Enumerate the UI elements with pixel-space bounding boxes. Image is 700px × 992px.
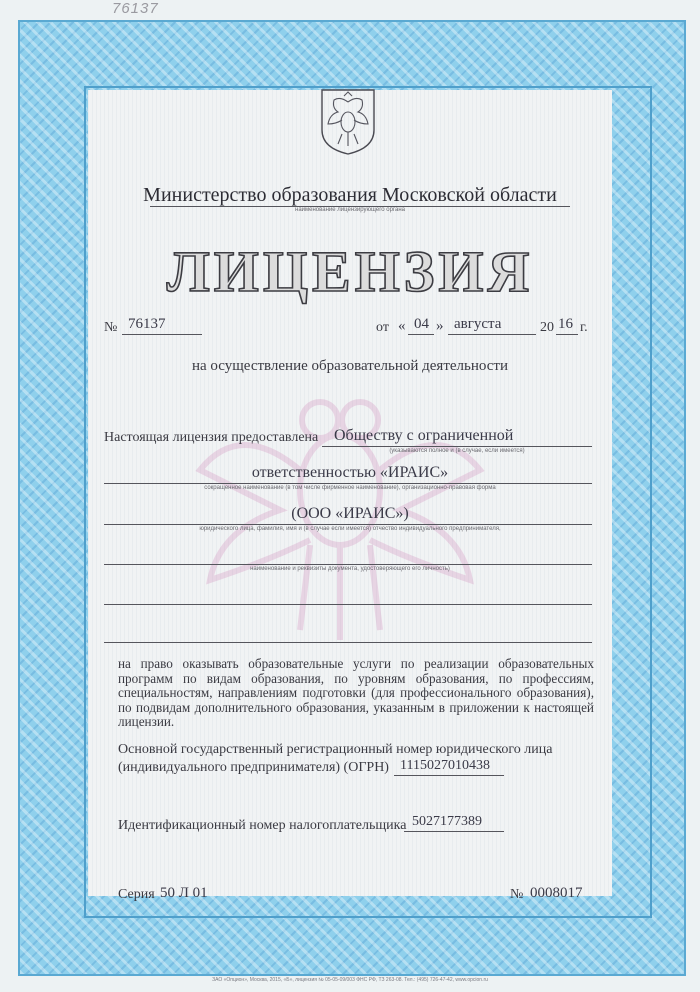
holder-underline-1 [322,446,592,447]
date-day: 04 [414,316,429,332]
holder-line-2: ответственностью «ИРАИС» [251,464,449,481]
ministry-name: Министерство образования Московской области [143,184,557,206]
holder-hint-2: сокращенное наименование (в том числе фирменное наименование), организационно-правовая форма [204,485,496,491]
date-from-label: от [376,320,389,335]
blank-number-value: 0008017 [530,885,583,901]
holder-line-1: Обществу с ограниченной [334,427,514,444]
year-underline [556,334,578,335]
day-underline [408,334,434,335]
handwritten-number: 76137 [112,0,159,17]
coat-of-arms-icon [318,86,378,156]
series-label: Серия [118,887,155,902]
year-prefix: 20 [540,320,554,335]
blank-underline-2 [104,604,592,605]
ogrn-underline [394,775,504,776]
inn-value: 5027177389 [412,814,482,829]
inn-label: Идентификационный номер налогоплательщика [118,818,407,833]
ogrn-label-1: Основной государственный регистрационный номер юридического лица [118,742,553,757]
ministry-hint: наименование лицензирующего органа [295,207,405,213]
printer-footer: ЗАО «Опцион», Москва, 2015, «Б», лицензия № 05-05-09/003 ФНС РФ, ТЗ 263-08. Тел.: (495) 726-47-42, www.opcion.ru [212,977,488,983]
year-unit: г. [580,320,588,335]
license-number: 76137 [128,316,166,332]
holder-hint-1: (указываются полное и (в случае, если имеется) [389,448,525,454]
inn-underline [404,831,504,832]
number-label: № [104,320,118,335]
blank-underline-1 [104,564,592,565]
year-suffix: 16 [558,316,573,332]
holder-underline-3 [104,524,592,525]
blank-number-label: № [510,887,524,902]
date-open-quote: « [398,318,406,334]
rights-paragraph: на право оказывать образовательные услуги по реализации образовательных программ по видам образования, по уровням образования, по профессиям, специальностям, направлениям подготовки (для профессионального образования), по подвидам дополнительного образования, указанным в приложении к настоящей лицензии. [118,656,594,729]
ogrn-label-2: (индивидуального предпринимателя) (ОГРН) [118,760,389,775]
holder-line-3: (ООО «ИРАИС») [291,505,409,522]
document-title: ЛИЦЕНЗИЯ [166,239,534,304]
license-purpose: на осуществление образовательной деятельности [191,358,509,374]
holder-hint-4: наименование и реквизиты документа, удостоверяющего его личность) [250,566,450,572]
date-month: августа [454,316,502,332]
month-underline [448,334,536,335]
blank-underline-3 [104,642,592,643]
date-close-quote: » [436,318,444,334]
holder-underline-2 [104,483,592,484]
ogrn-value: 1115027010438 [400,758,490,773]
holder-hint-3: юридического лица, фамилия, имя и (в случае если имеется) отчество индивидуального предпринимателя, [199,526,501,532]
number-underline [122,334,202,335]
granted-label: Настоящая лицензия предоставлена [104,430,319,445]
series-value: 50 Л 01 [160,885,208,901]
